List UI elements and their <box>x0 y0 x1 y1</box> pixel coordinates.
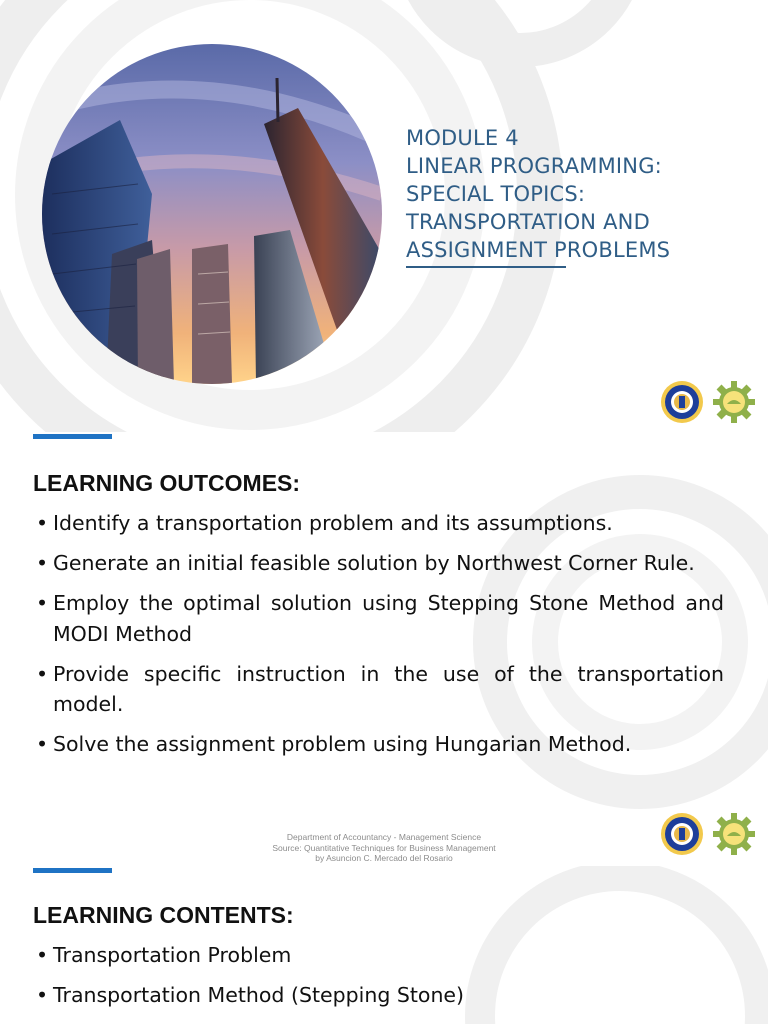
list-item: • Identify a transportation problem and its assumptions. <box>36 508 724 539</box>
title-underline <box>406 266 566 268</box>
list-item: • Transportation Problem <box>36 940 724 971</box>
learning-contents-list <box>36 940 724 1019</box>
footer-line: by Asuncion C. Mercado del Rosario <box>315 853 453 863</box>
list-item: • Employ the optimal solution using Stepping Stone Method and MODI Method <box>36 588 724 649</box>
list-item: • Provide specific instruction in the use of the transportation model. <box>36 659 724 720</box>
university-seal-icon <box>660 380 704 424</box>
footer-line: Source: Quantitative Techniques for Business Management <box>272 842 496 853</box>
module-title-line: SPECIAL TOPICS: <box>406 182 586 206</box>
learning-outcomes-list <box>36 508 724 769</box>
module-title-line: MODULE 4 <box>406 126 519 150</box>
gear-emblem-icon <box>712 812 756 856</box>
gear-emblem-icon <box>712 380 756 424</box>
learning-contents-slide <box>0 866 768 1024</box>
module-title-line: TRANSPORTATION AND <box>406 210 650 234</box>
title-slide <box>0 0 768 432</box>
module-title-line: LINEAR PROGRAMMING: <box>406 154 662 178</box>
learning-contents-heading: LEARNING CONTENTS: <box>33 902 294 928</box>
module-title <box>406 124 746 264</box>
list-item: • Generate an initial feasible solution by Northwest Corner Rule. <box>36 548 724 579</box>
learning-outcomes-heading: LEARNING OUTCOMES: <box>33 470 301 496</box>
city-skyscrapers-photo <box>42 44 382 384</box>
university-seal-icon <box>660 812 704 856</box>
accent-bar <box>33 434 112 439</box>
learning-outcomes-slide <box>0 432 768 866</box>
module-title-line: ASSIGNMENT PROBLEMS <box>406 238 671 262</box>
accent-bar <box>33 868 112 873</box>
slide-footer <box>234 832 534 864</box>
list-item: • Solve the assignment problem using Hungarian Method. <box>36 729 724 760</box>
footer-line: Department of Accountancy - Management Science <box>286 832 482 842</box>
list-item: • Transportation Method (Stepping Stone) <box>36 980 724 1011</box>
